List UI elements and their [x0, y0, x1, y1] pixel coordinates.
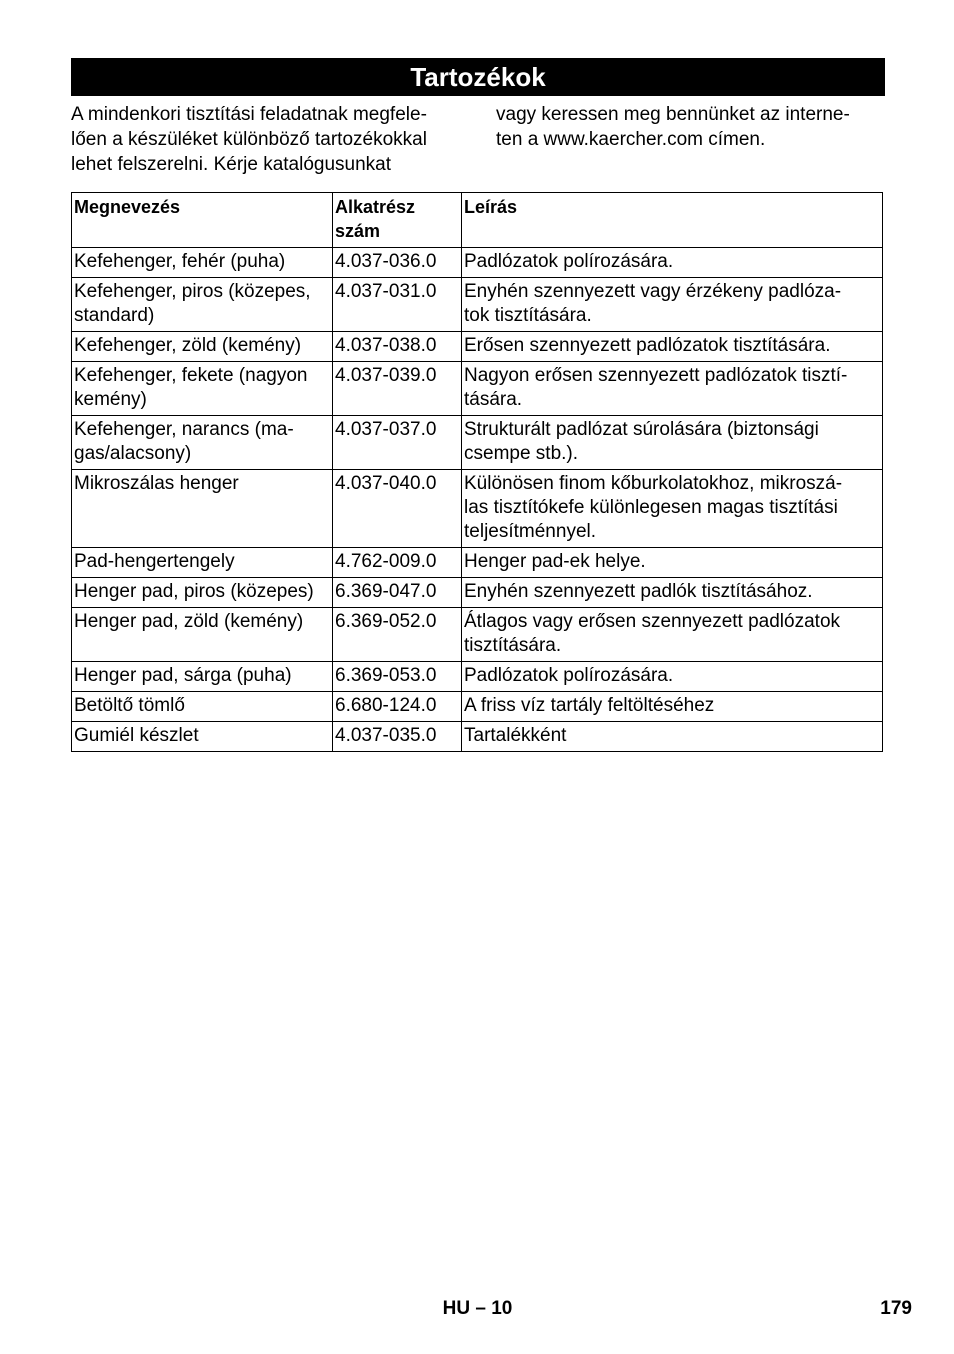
cell-description [462, 578, 883, 608]
cell-line: Kefehenger, piros (közepes, [74, 281, 311, 302]
cell-part-number: 4.037-036.0 [333, 248, 462, 278]
cell-description [462, 692, 883, 722]
accessories-table [71, 192, 883, 752]
cell-line: gas/alacsony) [74, 443, 192, 464]
footer-section-label: HU – 10 [442, 1298, 513, 1319]
cell-line: Mikroszálas henger [74, 473, 239, 494]
cell-name [72, 416, 333, 470]
cell-line: csempe stb.). [464, 443, 579, 464]
page-title: Tartozékok [71, 58, 885, 96]
cell-description [462, 548, 883, 578]
header-line: szám [335, 221, 381, 241]
cell-name [72, 470, 333, 548]
header-description [462, 193, 883, 248]
cell-line: standard) [74, 305, 155, 326]
intro-line: ten a www.kaercher.com címen. [496, 129, 766, 150]
cell-line: tok tisztítására. [464, 305, 592, 326]
cell-name [72, 578, 333, 608]
cell-line: Kefehenger, fekete (nagyon [74, 365, 308, 386]
table-row [72, 578, 883, 608]
table-row [72, 332, 883, 362]
cell-part-number: 6.680-124.0 [333, 692, 462, 722]
intro-text-left [71, 102, 471, 177]
cell-line: Gumiél készlet [74, 725, 199, 746]
table-row [72, 722, 883, 752]
intro-line: lehet felszerelni. Kérje katalógusunkat [71, 154, 392, 175]
cell-name [72, 692, 333, 722]
cell-line: Kefehenger, zöld (kemény) [74, 335, 302, 356]
cell-part-number: 4.762-009.0 [333, 548, 462, 578]
cell-part-number: 6.369-047.0 [333, 578, 462, 608]
intro-line: A mindenkori tisztítási feladatnak megfele- [71, 104, 427, 125]
table-header-row [72, 193, 883, 248]
cell-part-number: 4.037-035.0 [333, 722, 462, 752]
cell-name [72, 548, 333, 578]
intro-text-right [496, 102, 896, 152]
header-line: Leírás [464, 197, 518, 217]
cell-name [72, 608, 333, 662]
table-row [72, 248, 883, 278]
cell-line: teljesítménnyel. [464, 521, 597, 542]
cell-line: Henger pad-ek helye. [464, 551, 646, 572]
table-row [72, 470, 883, 548]
cell-description [462, 662, 883, 692]
cell-line: Padlózatok polírozására. [464, 251, 674, 272]
cell-name [72, 248, 333, 278]
cell-line: Tartalékként [464, 725, 567, 746]
cell-description [462, 608, 883, 662]
cell-line: tására. [464, 389, 523, 410]
cell-description [462, 416, 883, 470]
cell-name [72, 662, 333, 692]
table-row [72, 278, 883, 332]
header-line: Megnevezés [74, 197, 181, 217]
cell-part-number: 4.037-031.0 [333, 278, 462, 332]
cell-line: Strukturált padlózat súrolására (biztonsági [464, 419, 819, 440]
cell-line: Enyhén szennyezett vagy érzékeny padlóza- [464, 281, 842, 302]
cell-line: Erősen szennyezett padlózatok tisztítására. [464, 335, 831, 356]
table-row [72, 416, 883, 470]
cell-line: Henger pad, zöld (kemény) [74, 611, 304, 632]
cell-line: Padlózatok polírozására. [464, 665, 674, 686]
cell-line: Nagyon erősen szennyezett padlózatok tisztí- [464, 365, 848, 386]
cell-part-number: 4.037-039.0 [333, 362, 462, 416]
table-row [72, 548, 883, 578]
page-number: 179 [880, 1298, 912, 1319]
cell-line: tisztítására. [464, 635, 562, 656]
intro-line: vagy keressen meg bennünket az interne- [496, 104, 850, 125]
cell-line: Pad-hengertengely [74, 551, 235, 572]
cell-part-number: 6.369-053.0 [333, 662, 462, 692]
cell-line: Kefehenger, narancs (ma- [74, 419, 294, 440]
header-line: Alkatrész [335, 197, 416, 217]
cell-line: Henger pad, sárga (puha) [74, 665, 292, 686]
cell-description [462, 332, 883, 362]
cell-name [72, 278, 333, 332]
cell-name [72, 722, 333, 752]
table-body [72, 248, 883, 752]
cell-line: Különösen finom kőburkolatokhoz, mikroszá- [464, 473, 843, 494]
cell-line: Henger pad, piros (közepes) [74, 581, 314, 602]
header-name [72, 193, 333, 248]
cell-line: Átlagos vagy erősen szennyezett padlózatok [464, 611, 841, 632]
cell-line: Kefehenger, fehér (puha) [74, 251, 286, 272]
table-row [72, 662, 883, 692]
header-part-number [333, 193, 462, 248]
cell-line: Betöltő tömlő [74, 695, 185, 716]
cell-name [72, 332, 333, 362]
cell-description [462, 278, 883, 332]
cell-description [462, 362, 883, 416]
table-row [72, 692, 883, 722]
cell-line: A friss víz tartály feltöltéséhez [464, 695, 715, 716]
intro-line: lően a készüléket különböző tartozékokkal [71, 129, 427, 150]
cell-part-number: 4.037-040.0 [333, 470, 462, 548]
cell-description [462, 248, 883, 278]
table-row [72, 608, 883, 662]
cell-description [462, 470, 883, 548]
cell-line: kemény) [74, 389, 147, 410]
cell-description [462, 722, 883, 752]
cell-line: Enyhén szennyezett padlók tisztításához. [464, 581, 813, 602]
cell-name [72, 362, 333, 416]
cell-part-number: 4.037-038.0 [333, 332, 462, 362]
cell-part-number: 4.037-037.0 [333, 416, 462, 470]
table-row [72, 362, 883, 416]
cell-part-number: 6.369-052.0 [333, 608, 462, 662]
cell-line: las tisztítókefe különlegesen magas tisztítási [464, 497, 838, 518]
